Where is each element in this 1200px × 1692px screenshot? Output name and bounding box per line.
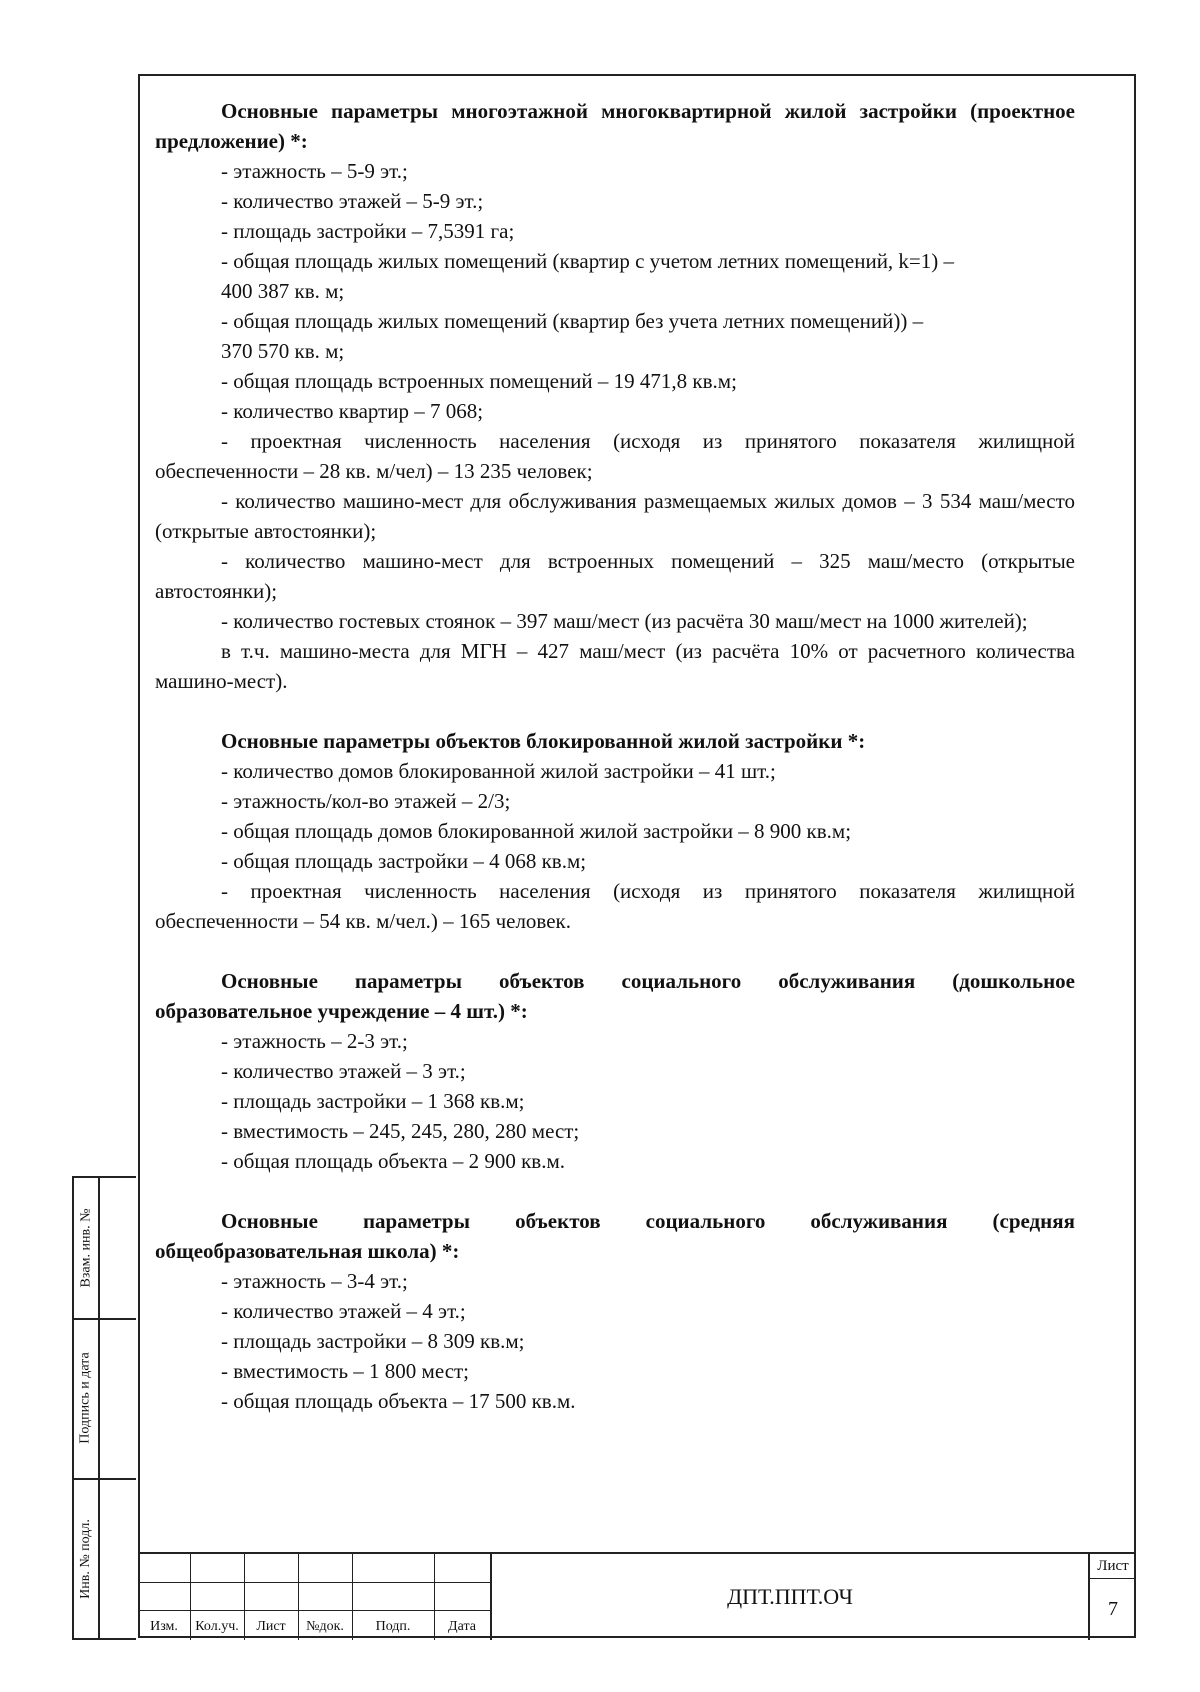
parameter-line: - количество гостевых стоянок – 397 маш/мест (из расчёта 30 маш/мест на 1000 жителей); <box>221 609 1028 633</box>
parameter-line: 400 387 кв. м; <box>221 279 345 303</box>
parameter-line: - общая площадь домов блокированной жилой застройки – 8 900 кв.м; <box>221 819 852 843</box>
parameter-line: - этажность/кол-во этажей – 2/3; <box>221 789 511 813</box>
side-stamp-podpis: Подпись и дата <box>78 1352 94 1444</box>
parameter-line: - площадь застройки – 8 309 кв.м; <box>221 1329 525 1353</box>
section-heading: Основные параметры объектов блокированной жилой застройки *: <box>221 729 866 753</box>
section-heading: Основные параметры многоэтажной многоквартирной жилой застройки (проектное предложение) *: <box>155 99 1075 153</box>
parameter-line: - количество этажей – 5-9 эт.; <box>221 189 484 213</box>
revision-table <box>138 1554 490 1640</box>
col-data: Дата <box>448 1619 476 1634</box>
sheet-number: 7 <box>1108 1597 1118 1620</box>
parameter-line: - вместимость – 1 800 мест; <box>221 1359 470 1383</box>
section-gap <box>155 936 1075 966</box>
parameter-line: - площадь застройки – 1 368 кв.м; <box>221 1089 525 1113</box>
section-gap <box>155 1176 1075 1206</box>
parameter-line: - площадь застройки – 7,5391 га; <box>221 219 515 243</box>
col-ndok: №док. <box>306 1619 344 1634</box>
title-block <box>138 1552 1136 1638</box>
col-izm: Изм. <box>150 1619 178 1634</box>
parameter-line: в т.ч. машино-места для МГН – 427 маш/мест (из расчёта 10% от расчетного количества машино-мест). <box>155 639 1075 693</box>
parameter-line: - проектная численность населения (исходя из принятого показателя жилищной обеспеченности – 28 кв. м/чел) – 13 235 человек; <box>155 429 1075 483</box>
col-podp: Подп. <box>375 1619 411 1634</box>
parameter-line: - количество этажей – 3 эт.; <box>221 1059 466 1083</box>
side-stamp-divider <box>98 1178 100 1638</box>
parameter-line: - количество квартир – 7 068; <box>221 399 484 423</box>
parameter-line: - этажность – 5-9 эт.; <box>221 159 408 183</box>
parameter-line: - количество домов блокированной жилой застройки – 41 шт.; <box>221 759 776 783</box>
parameter-line: - общая площадь объекта – 17 500 кв.м. <box>221 1389 576 1413</box>
parameter-line: - проектная численность населения (исходя из принятого показателя жилищной обеспеченности – 54 кв. м/чел.) – 165 человек. <box>155 879 1075 933</box>
parameter-line: 370 570 кв. м; <box>221 339 345 363</box>
col-kol-uch: Кол.уч. <box>195 1619 239 1634</box>
parameter-line: - общая площадь жилых помещений (квартир без учета летних помещений)) – <box>221 309 924 333</box>
parameter-line: - общая площадь встроенных помещений – 19 471,8 кв.м; <box>221 369 737 393</box>
section-heading: Основные параметры объектов социального обслуживания (дошкольное образовательное учреждение – 4 шт.) *: <box>155 969 1075 1023</box>
parameter-line: - этажность – 3-4 эт.; <box>221 1269 408 1293</box>
parameter-line: - общая площадь объекта – 2 900 кв.м. <box>221 1149 565 1173</box>
document-body <box>155 96 1075 1416</box>
parameter-line: - этажность – 2-3 эт.; <box>221 1029 408 1053</box>
side-stamp-vzam: Взам. инв. № <box>78 1208 93 1288</box>
parameter-line: - вместимость – 245, 245, 280, 280 мест; <box>221 1119 580 1143</box>
parameter-line: - общая площадь застройки – 4 068 кв.м; <box>221 849 587 873</box>
section-gap <box>155 696 1075 726</box>
document-code: ДПТ.ППТ.ОЧ <box>490 1554 1088 1640</box>
col-list: Лист <box>256 1619 286 1634</box>
sheet-box <box>1088 1554 1136 1640</box>
parameter-line: - общая площадь жилых помещений (квартир с учетом летних помещений, k=1) – <box>221 249 955 273</box>
side-stamp <box>72 1176 136 1640</box>
parameter-line: - количество машино-мест для встроенных помещений – 325 маш/место (открытые автостоянки); <box>155 549 1075 603</box>
parameter-line: - количество этажей – 4 эт.; <box>221 1299 466 1323</box>
parameter-line: - количество машино-мест для обслуживания размещаемых жилых домов – 3 534 маш/место (открытые автостоянки); <box>155 489 1075 543</box>
section-heading: Основные параметры объектов социального обслуживания (средняя общеобразовательная школа) *: <box>155 1209 1075 1263</box>
sheet-label: Лист <box>1090 1554 1136 1579</box>
side-stamp-inv: Инв. № подл. <box>78 1519 93 1599</box>
